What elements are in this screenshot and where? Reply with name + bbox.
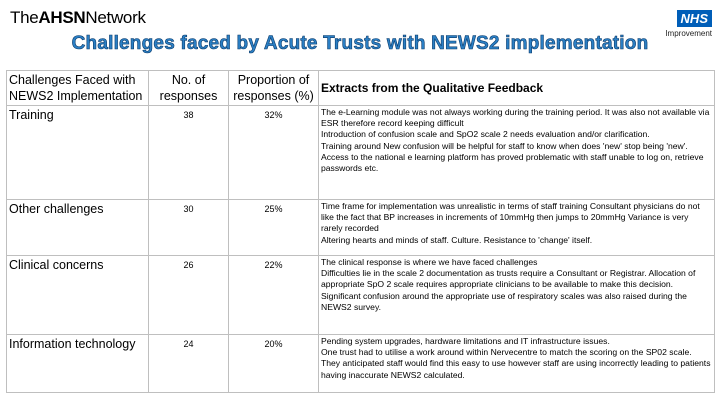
nhs-sub-label: Improvement xyxy=(665,29,712,38)
feedback-cell xyxy=(319,106,715,200)
challenge-cell: Training xyxy=(7,106,149,200)
responses-cell: 38 xyxy=(149,106,229,200)
feedback-line: The e-Learning module was not always working during the training period. It was also not available via ESR therefore record keeping difficult xyxy=(321,107,710,129)
feedback-line: Time frame for implementation was unrealistic in terms of staff training Consultant physicians do not like the fact that BP increases in increments of 10mmHg then jumps to 20mmHg Variance is very rarely recorded xyxy=(321,201,700,234)
logo-the: The xyxy=(10,8,39,27)
feedback-line: Introduction of confusion scale and SpO2 scale 2 needs evaluation and/or clarification. xyxy=(321,129,650,140)
feedback-line: Difficulties lie in the scale 2 documentation as trusts require a Consultant or Registrar. Allocation of appropriate SpO 2 scale requires appropriate clinicians to be available to make this decision. xyxy=(321,268,696,290)
feedback-cell xyxy=(319,335,715,393)
proportion-cell: 22% xyxy=(229,256,319,335)
proportion-cell: 20% xyxy=(229,335,319,393)
feedback-cell xyxy=(319,256,715,335)
header-feedback: Extracts from the Qualitative Feedback xyxy=(319,71,715,106)
header-responses: No. of responses xyxy=(149,71,229,106)
ahsn-network-logo xyxy=(10,8,146,28)
feedback-line: Altering hearts and minds of staff. Culture. Resistance to 'change' itself. xyxy=(321,234,593,245)
logo-network: Network xyxy=(85,8,146,27)
proportion-cell: 32% xyxy=(229,106,319,200)
challenge-cell: Information technology xyxy=(7,335,149,393)
feedback-line: Training around New confusion will be helpful for staff to know when does 'new' stop being 'new'. xyxy=(321,140,688,151)
feedback-line: Pending system upgrades, hardware limitations and IT infrastructure issues. xyxy=(321,336,610,346)
table-header-row xyxy=(7,71,715,106)
header-proportion: Proportion of responses (%) xyxy=(229,71,319,106)
feedback-cell xyxy=(319,200,715,256)
table-row xyxy=(7,335,715,393)
table-row xyxy=(7,106,715,200)
slide-title: Challenges faced by Acute Trusts with NEWS2 implementation xyxy=(71,33,649,54)
proportion-cell: 25% xyxy=(229,200,319,256)
feedback-line: Significant confusion around the appropriate use of respiratory scales was also raised during the NEWS2 survey. xyxy=(321,290,687,312)
logo-ahsn: AHSN xyxy=(38,8,86,27)
challenges-table xyxy=(6,70,715,393)
nhs-badge: NHS xyxy=(677,10,712,27)
responses-cell: 24 xyxy=(149,335,229,393)
table-row xyxy=(7,256,715,335)
feedback-line: Access to the national e learning platform has proved problematic with staff unable to log on, retrieve passwords etc. xyxy=(321,151,704,174)
header-challenge: Challenges Faced with NEWS2 Implementation xyxy=(7,71,149,106)
responses-cell: 26 xyxy=(149,256,229,335)
feedback-line: The clinical response is where we have faced challenges xyxy=(321,257,538,267)
challenge-cell: Other challenges xyxy=(7,200,149,256)
table-row xyxy=(7,200,715,256)
feedback-line: One trust had to utilise a work around within Nervecentre to match the scoring on the SP02 scale. They anticipated staff would find this easy to use however staff are using incorrectly leading to patients having inaccurate NEWS2 calculated. xyxy=(321,347,711,380)
responses-cell: 30 xyxy=(149,200,229,256)
challenge-cell: Clinical concerns xyxy=(7,256,149,335)
